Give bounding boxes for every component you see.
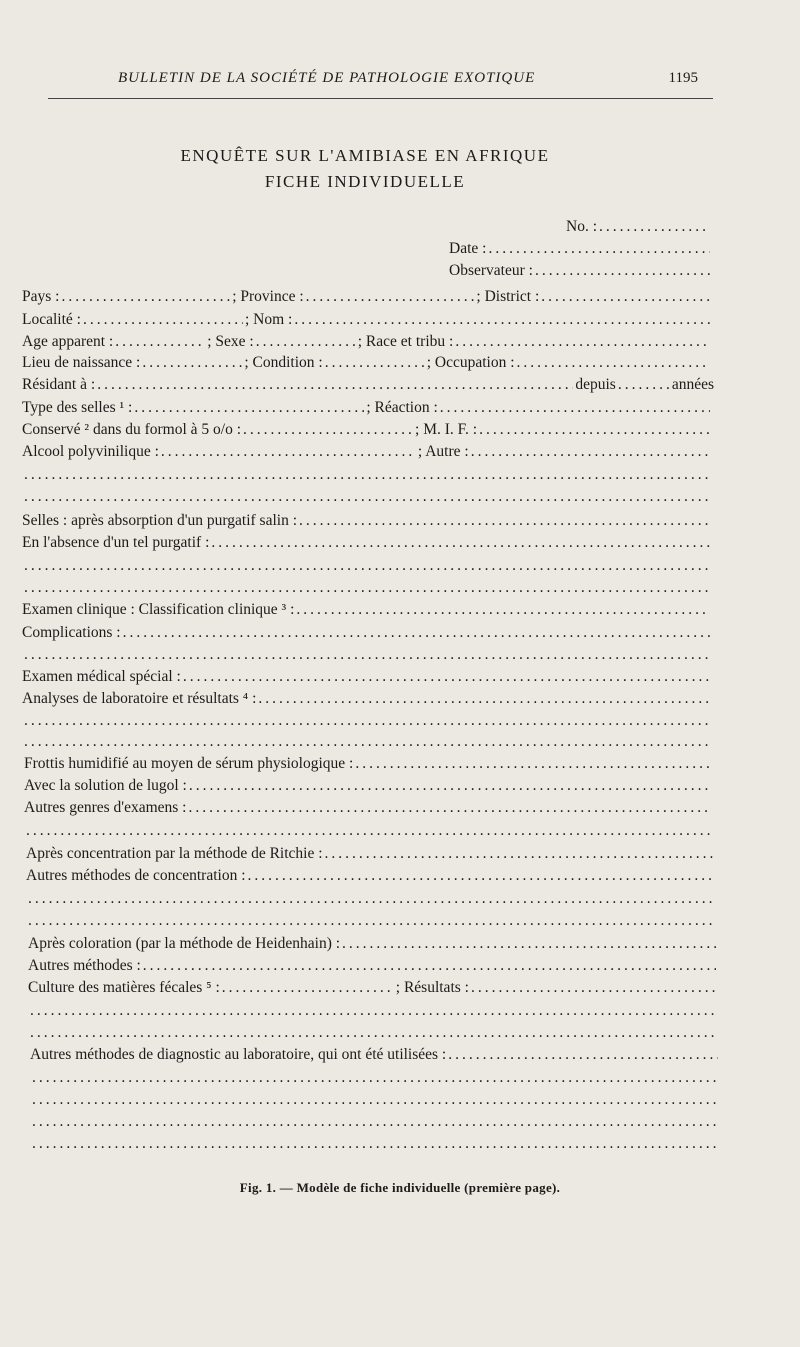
field-row-complications: Complications : ..... <box>22 624 712 646</box>
blank-line <box>30 1069 720 1091</box>
field-row-ritchie: Après concentration par la méthode de Ritchie : ..... <box>26 845 716 867</box>
field-row-pays: Pays : ..... ; Province : ..... ; District : ..... <box>22 288 712 310</box>
blank-line <box>28 1002 718 1024</box>
field-row-localite: Localité : ..... ; Nom : ..... <box>22 311 712 333</box>
blank-line <box>30 1091 720 1113</box>
field-no: No. : ..... <box>566 218 712 240</box>
page-header <box>118 70 698 87</box>
form-title-line1: ENQUÊTE SUR L'AMIBIASE EN AFRIQUE <box>180 146 550 165</box>
running-title: BULLETIN DE LA SOCIÉTÉ DE PATHOLOGIE EXOTIQUE <box>118 70 536 86</box>
blank-line <box>22 488 712 510</box>
blank-line <box>22 579 712 601</box>
blank-line <box>22 646 712 668</box>
field-row-examen-medical: Examen médical spécial : ..... <box>22 668 712 690</box>
field-row-examen-clinique: Examen clinique : Classification clinique ³ : ..... <box>22 601 712 623</box>
field-row-lugol: Avec la solution de lugol : ..... <box>24 777 714 799</box>
blank-line <box>30 1135 720 1157</box>
field-row-analyses: Analyses de laboratoire et résultats ⁴ : ..... <box>22 690 712 712</box>
field-row-lieu: Lieu de naissance : ..... ; Condition : ..... ; Occupation : ..... <box>22 354 712 376</box>
field-row-autres-genres: Autres genres d'examens : ..... <box>24 799 714 821</box>
blank-line <box>22 712 712 734</box>
blank-line <box>26 890 716 912</box>
field-row-residant: Résidant à : ..... depuis ..... années <box>22 376 714 398</box>
field-row-conserve: Conservé ² dans du formol à 5 o/o : ..... ; M. I. F. : ..... <box>22 421 712 443</box>
field-row-age: Age apparent : ..... ; Sexe : ..... ; Race et tribu : ..... <box>22 333 712 355</box>
field-row-autres-methodes: Autres méthodes : ..... <box>28 957 718 979</box>
field-observateur: Observateur : ..... <box>449 262 712 284</box>
field-row-type-selles: Type des selles ¹ : ..... ; Réaction : ..... <box>22 399 712 421</box>
blank-line <box>22 557 712 579</box>
field-row-culture: Culture des matières fécales ⁵ : ..... ; Résultats : ..... <box>28 979 718 1001</box>
blank-line <box>22 733 712 755</box>
field-row-autres-diagnostic: Autres méthodes de diagnostic au laboratoire, qui ont été utilisées : ..... <box>30 1046 720 1068</box>
field-row-absence-purgatif: En l'absence d'un tel purgatif : ..... <box>22 534 712 556</box>
page-number: 1195 <box>668 70 698 86</box>
header-rule <box>48 98 713 99</box>
field-row-selles-purgatif: Selles : après absorption d'un purgatif salin : ..... <box>22 512 712 534</box>
field-row-coloration: Après coloration (par la méthode de Heidenhain) : ..... <box>28 935 718 957</box>
form-title-line2: FICHE INDIVIDUELLE <box>264 172 466 191</box>
figure-caption: Fig. 1. — Modèle de fiche individuelle (première page). <box>239 1180 561 1195</box>
blank-line <box>24 822 714 844</box>
blank-line <box>22 466 712 488</box>
blank-line <box>28 1024 718 1046</box>
blank-line <box>26 912 716 934</box>
field-row-frottis: Frottis humidifié au moyen de sérum physiologique : ..... <box>24 755 714 777</box>
field-date: Date : ..... <box>449 240 712 262</box>
blank-line <box>30 1113 720 1135</box>
field-row-autres-concentration: Autres méthodes de concentration : ..... <box>26 867 716 889</box>
field-row-alcool: Alcool polyvinilique : ..... ; Autre : ..... <box>22 443 712 465</box>
